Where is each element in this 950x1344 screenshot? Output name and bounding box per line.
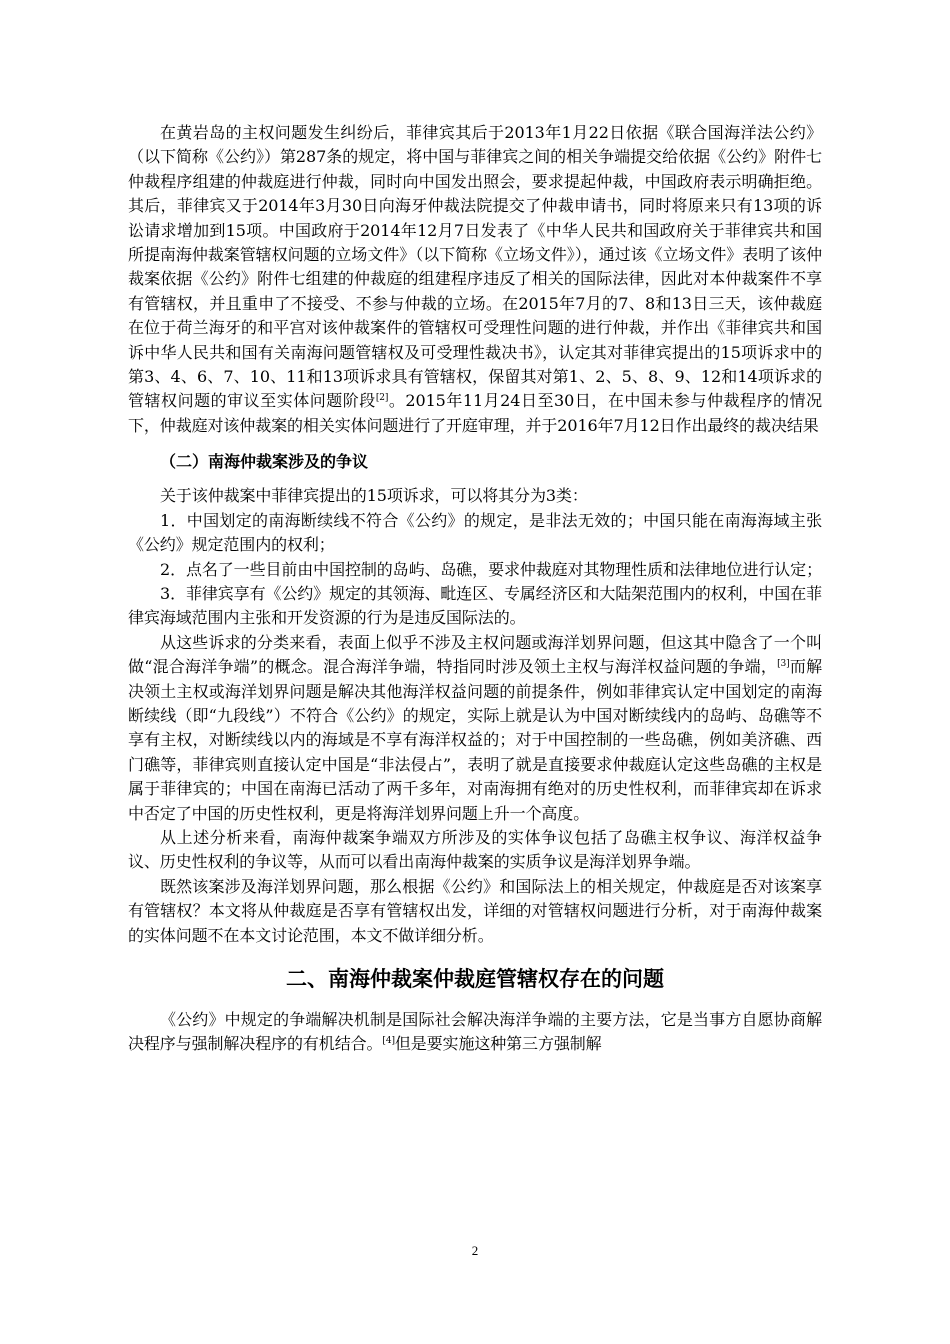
document-body: [128, 121, 822, 1057]
paragraph-text: 《公约》中规定的争端解决机制是国际社会解决海洋争端的主要方法，它是当事方自愿协商解决程序与强制解决程序的有机结合。: [128, 1010, 822, 1054]
page-number: 2: [471, 1243, 479, 1258]
paragraph-text: 但是要实施这种第三方强制解: [394, 1034, 602, 1054]
citation-4: [4]: [382, 1036, 395, 1047]
citation-2: [2]: [375, 393, 389, 404]
paragraph-arbitration-background: [128, 121, 822, 438]
list-item-claim-3: 3．菲律宾享有《公约》规定的其领海、毗连区、专属经济区和大陆架范围内的权利，中国在菲律宾海域范围内主张和开发资源的行为是违反国际法的。: [128, 583, 822, 628]
citation-3: [3]: [777, 659, 790, 670]
paragraph-claims-intro: 关于该仲裁案中菲律宾提出的15项诉求，可以将其分为3类：: [160, 486, 588, 506]
section-heading-disputes: （二）南海仲裁案涉及的争议: [160, 452, 369, 472]
paragraph-text: 在黄岩岛的主权问题发生纠纷后，菲律宾其后于2013年1月22日依据《联合国海洋法公约》（以下简称《公约》）第287条的规定，将中国与菲律宾之间的相关争端提交给依据《公约》附件七仲裁程序组建的仲裁庭进行仲裁，同时向中国发出照会，要求提起仲裁，中国政府表示明确拒绝。其后，菲律宾又于2014年3月30日向海牙仲裁法院提交了仲裁申请书，同时将原来只有13项的诉讼请求增加到15项。中国政府于2014年12月7日发表了《中华人民共和国政府关于菲律宾共和国所提南海仲裁案管辖权问题的立场文件》（以下简称《立场文件》），通过该《立场文件》表明了该仲裁案依据《公约》附件七组建的仲裁庭的组建程序违反了相关的国际法律，因此对本仲裁案件不享有管辖权，并且重申了不接受、不参与仲裁的立场。在2015年7月的7、8和13日三天，该仲裁庭在位于荷兰海牙的和平宫对该仲裁案件的管辖权可受理性问题的进行仲裁，并作出《菲律宾共和国诉中华人民共和国有关南海问题管辖权及可受理性裁决书》，认定其对菲律宾提出的15项诉求中的第3、4、6、7、10、11和13项诉求具有管辖权，保留其对第1、2、5、8、9、12和14项诉求的管辖权问题的审议至实体问题阶段: [128, 123, 822, 411]
paragraph-analysis-summary: 从上述分析来看，南海仲裁案争端双方所涉及的实体争议包括了岛礁主权争议、海洋权益争议、历史性权利的争议等，从而可以看出南海仲裁案的实质争议是海洋划界争端。: [128, 827, 822, 872]
paragraph-text: 从这些诉求的分类来看，表面上似乎不涉及主权问题或海洋划界问题，但这其中隐含了一个叫做“混合海洋争端”的概念。混合海洋争端，特指同时涉及领土主权与海洋权益问题的争端，: [128, 632, 822, 677]
paragraph-text: 而解决领土主权或海洋划界问题是解决其他海洋权益问题的前提条件，例如菲律宾认定中国划定的南海断续线（即“九段线”）不符合《公约》的规定，实际上就是认为中国对断续线内的岛屿、岛礁等不享有主权，对断续线以内的海域是不享有海洋权益的；对于中国控制的一些岛礁，例如美济礁、西门礁等，菲律宾则直接认定中国是“非法侵占”，表明了就是直接要求仲裁庭认定这些岛礁的主权是属于菲律宾的；中国在南海已活动了两千多年，对南海拥有绝对的历史性权利，而菲律宾却在诉求中否定了中国的历史性权利，更是将海洋划界问题上升一个高度。: [128, 657, 822, 823]
list-item-claim-2: 2．点名了一些目前由中国控制的岛屿、岛礁，要求仲裁庭对其物理性质和法律地位进行认定；: [160, 559, 822, 579]
paragraph-scope: 既然该案涉及海洋划界问题，那么根据《公约》和国际法上的相关规定，仲裁庭是否对该案享有管辖权？本文将从仲裁庭是否享有管辖权出发，详细的对管辖权问题进行分析，对于南海仲裁案的实体问题不在本文讨论范围，本文不做详细分析。: [128, 876, 822, 945]
paragraph-dispute-mechanism: [128, 1008, 822, 1057]
paragraph-mixed-dispute: [128, 631, 822, 826]
list-item-claim-1: 1．中国划定的南海断续线不符合《公约》的规定，是非法无效的；中国只能在南海海域主张《公约》规定范围内的权利；: [128, 510, 822, 555]
chapter-heading-jurisdiction: 二、南海仲裁案仲裁庭管辖权存在的问题: [286, 967, 664, 991]
paragraph-text: 。2015年11月24日至30日，在中国未参与仲裁程序的情况下，仲裁庭对该仲裁案的相关实体问题进行了开庭审理，并于2016年7月12日作出最终的裁决结果: [128, 391, 822, 435]
